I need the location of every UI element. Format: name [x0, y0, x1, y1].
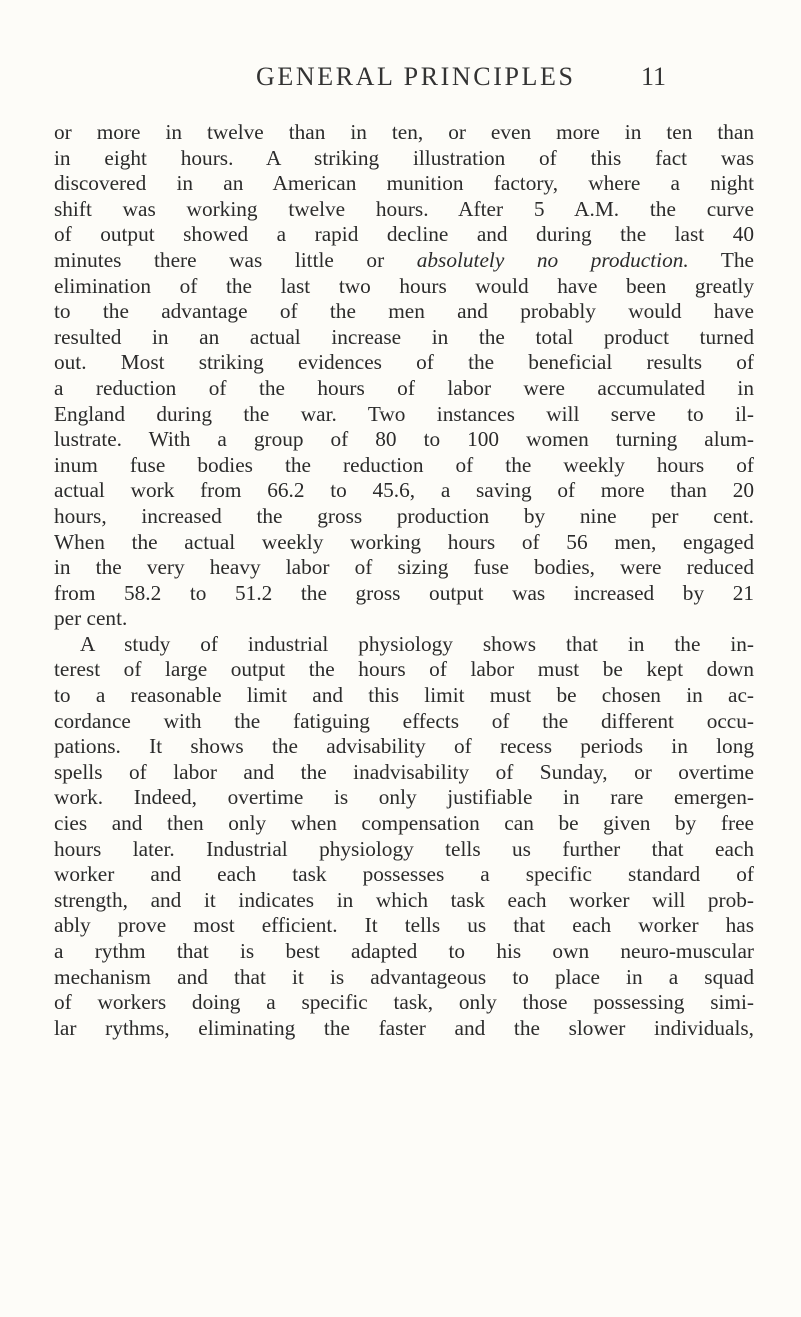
text-line: terest of large output the hours of labor must be kept down [54, 657, 754, 682]
text-line: a reduction of the hours of labor were accumulated in [54, 375, 754, 400]
text-line: in eight hours. A striking illustration of this fact was [54, 145, 754, 170]
text-line: ably prove most efficient. It tells us that each worker has [54, 913, 754, 938]
text-line: England during the war. Two instances will serve to il- [54, 401, 754, 426]
text-line: of output showed a rapid decline and during the last 40 [54, 222, 754, 247]
text-line: hours, increased the gross production by nine per cent. [54, 503, 754, 528]
text-line: When the actual weekly working hours of 56 men, engaged [54, 529, 754, 554]
text-line: pations. It shows the advisability of recess periods in long [54, 734, 754, 759]
text-line: mechanism and that it is advantageous to place in a squad [54, 964, 754, 989]
text-line: lustrate. With a group of 80 to 100 women turning alum- [54, 427, 754, 452]
text-line: or more in twelve than in ten, or even more in ten than [54, 120, 754, 144]
text-line: of workers doing a specific task, only those possessing simi- [54, 990, 754, 1015]
text-line: to a reasonable limit and this limit must be chosen in ac- [54, 683, 754, 708]
text-line: hours later. Industrial physiology tells us further that each [54, 836, 754, 861]
text-line: in the very heavy labor of sizing fuse bodies, were reduced [54, 555, 754, 580]
text-line: cordance with the fatiguing effects of the different occu- [54, 708, 754, 733]
text-line: A study of industrial physiology shows that in the in- [80, 631, 754, 656]
page-header [0, 62, 801, 98]
text-line: a rythm that is best adapted to his own neuro-muscular [54, 939, 754, 963]
text-line: to the advantage of the men and probably would have [54, 299, 754, 324]
paragraph-1 [54, 120, 754, 632]
text-line: out. Most striking evidences of the beneficial results of [54, 350, 754, 375]
text-line: lar rythms, eliminating the faster and the slower individuals, [54, 1015, 754, 1040]
text-line: worker and each task possesses a specific standard of [54, 862, 754, 887]
running-head: GENERAL PRINCIPLES [256, 62, 576, 91]
text-line: shift was working twelve hours. After 5 A.M. the curve [54, 196, 754, 221]
text-line: elimination of the last two hours would have been greatly [54, 273, 754, 298]
italic-emphasis: absolutely no production. [416, 247, 689, 272]
text-line [54, 248, 754, 274]
text-line: discovered in an American munition factory, where a night [54, 171, 754, 196]
text-line: cies and then only when compensation can be given by free [54, 811, 754, 836]
text-line: per cent. [54, 606, 128, 631]
text-line: resulted in an actual increase in the total product turned [54, 324, 754, 349]
text-line: strength, and it indicates in which task each worker will prob- [54, 887, 754, 912]
paragraph-2 [54, 632, 754, 1042]
text-segment: The [688, 247, 754, 272]
text-line: inum fuse bodies the reduction of the weekly hours of [54, 452, 754, 477]
text-line: work. Indeed, overtime is only justifiable in rare emergen- [54, 785, 754, 810]
text-segment: minutes there was little or [54, 247, 417, 272]
text-line: actual work from 66.2 to 45.6, a saving of more than 20 [54, 478, 754, 503]
text-line: from 58.2 to 51.2 the gross output was increased by 21 [54, 580, 754, 605]
text-line: spells of labor and the inadvisability of Sunday, or overtime [54, 759, 754, 784]
body-text [54, 120, 754, 1041]
page-number: 11 [641, 62, 667, 91]
